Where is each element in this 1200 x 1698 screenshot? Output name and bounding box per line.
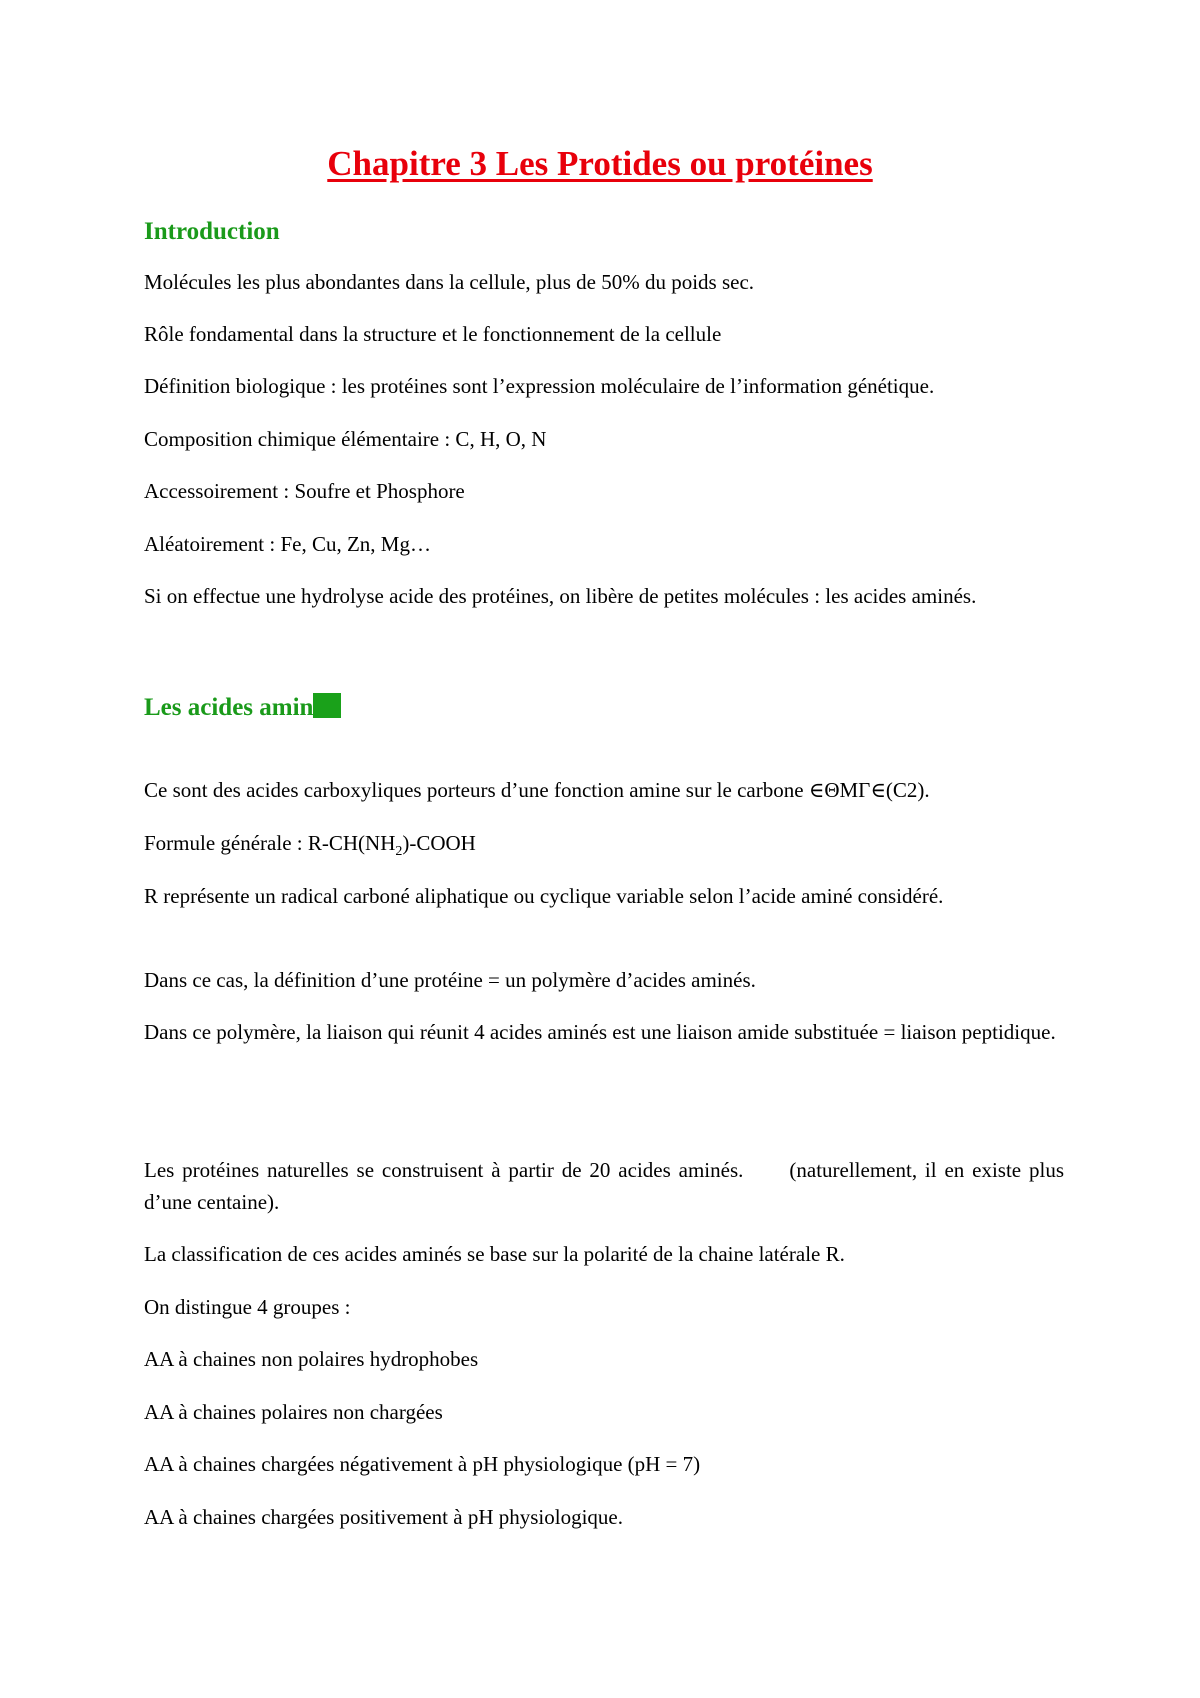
general-formula xyxy=(144,827,1064,868)
radical-paragraph: R représente un radical carboné aliphatique ou cyclique variable selon l’acide aminé considéré. xyxy=(144,884,944,908)
group-item-3: AA à chaines chargées négativement à pH physiologique (pH = 7) xyxy=(144,1452,701,1476)
group-item-4: AA à chaines chargées positivement à pH physiologique. xyxy=(144,1505,624,1529)
group-item-1: AA à chaines non polaires hydrophobes xyxy=(144,1347,479,1371)
intro-paragraph-5: Accessoirement : Soufre et Phosphore xyxy=(144,479,465,503)
amino-acids-heading-text: Les acides amin xyxy=(144,694,314,721)
natural-proteins-part2: (naturellement, il en existe plus d’une centaine). xyxy=(144,1158,1065,1214)
intro-paragraph-3: Définition biologique : les protéines sont l’expression moléculaire de l’information génétique. xyxy=(144,374,935,398)
natural-proteins-paragraph xyxy=(144,1154,1064,1218)
groups-intro: On distingue 4 groupes : xyxy=(144,1295,351,1319)
intro-paragraph-1: Molécules les plus abondantes dans la cellule, plus de 50% du poids sec. xyxy=(144,270,755,294)
intro-paragraph-7: Si on effectue une hydrolyse acide des protéines, on libère de petites molécules : les acides aminés. xyxy=(144,584,977,608)
formula-prefix: Formule générale : R-CH(NH xyxy=(144,831,396,855)
protein-definition: Dans ce cas, la définition d’une protéine = un polymère d’acides aminés. xyxy=(144,968,756,992)
intro-paragraph-2: Rôle fondamental dans la structure et le fonctionnement de la cellule xyxy=(144,322,722,346)
intro-paragraph-4: Composition chimique élémentaire : C, H, O, N xyxy=(144,427,547,451)
introduction-heading: Introduction xyxy=(144,218,280,245)
intro-paragraph-6: Aléatoirement : Fe, Cu, Zn, Mg… xyxy=(144,532,431,556)
amino-acids-heading xyxy=(144,692,341,724)
formula-subscript: 2 xyxy=(395,844,403,860)
peptide-bond-paragraph: Dans ce polymère, la liaison qui réunit 4 acides aminés est une liaison amide substituée = liaison peptidique. xyxy=(144,1020,1056,1044)
highlight-box xyxy=(313,693,341,718)
natural-proteins-part1: Les protéines naturelles se construisent à partir de 20 acides aminés. xyxy=(144,1158,744,1182)
formula-suffix: )-COOH xyxy=(402,831,476,855)
group-item-2: AA à chaines polaires non chargées xyxy=(144,1400,443,1424)
page-title: Chapitre 3 Les Protides ou protéines xyxy=(327,144,873,183)
classification-paragraph: La classification de ces acides aminés se base sur la polarité de la chaine latérale R. xyxy=(144,1242,845,1266)
amino-definition: Ce sont des acides carboxyliques porteurs d’une fonction amine sur le carbone ∈ΘΜΓ∈(C2). xyxy=(144,778,930,802)
